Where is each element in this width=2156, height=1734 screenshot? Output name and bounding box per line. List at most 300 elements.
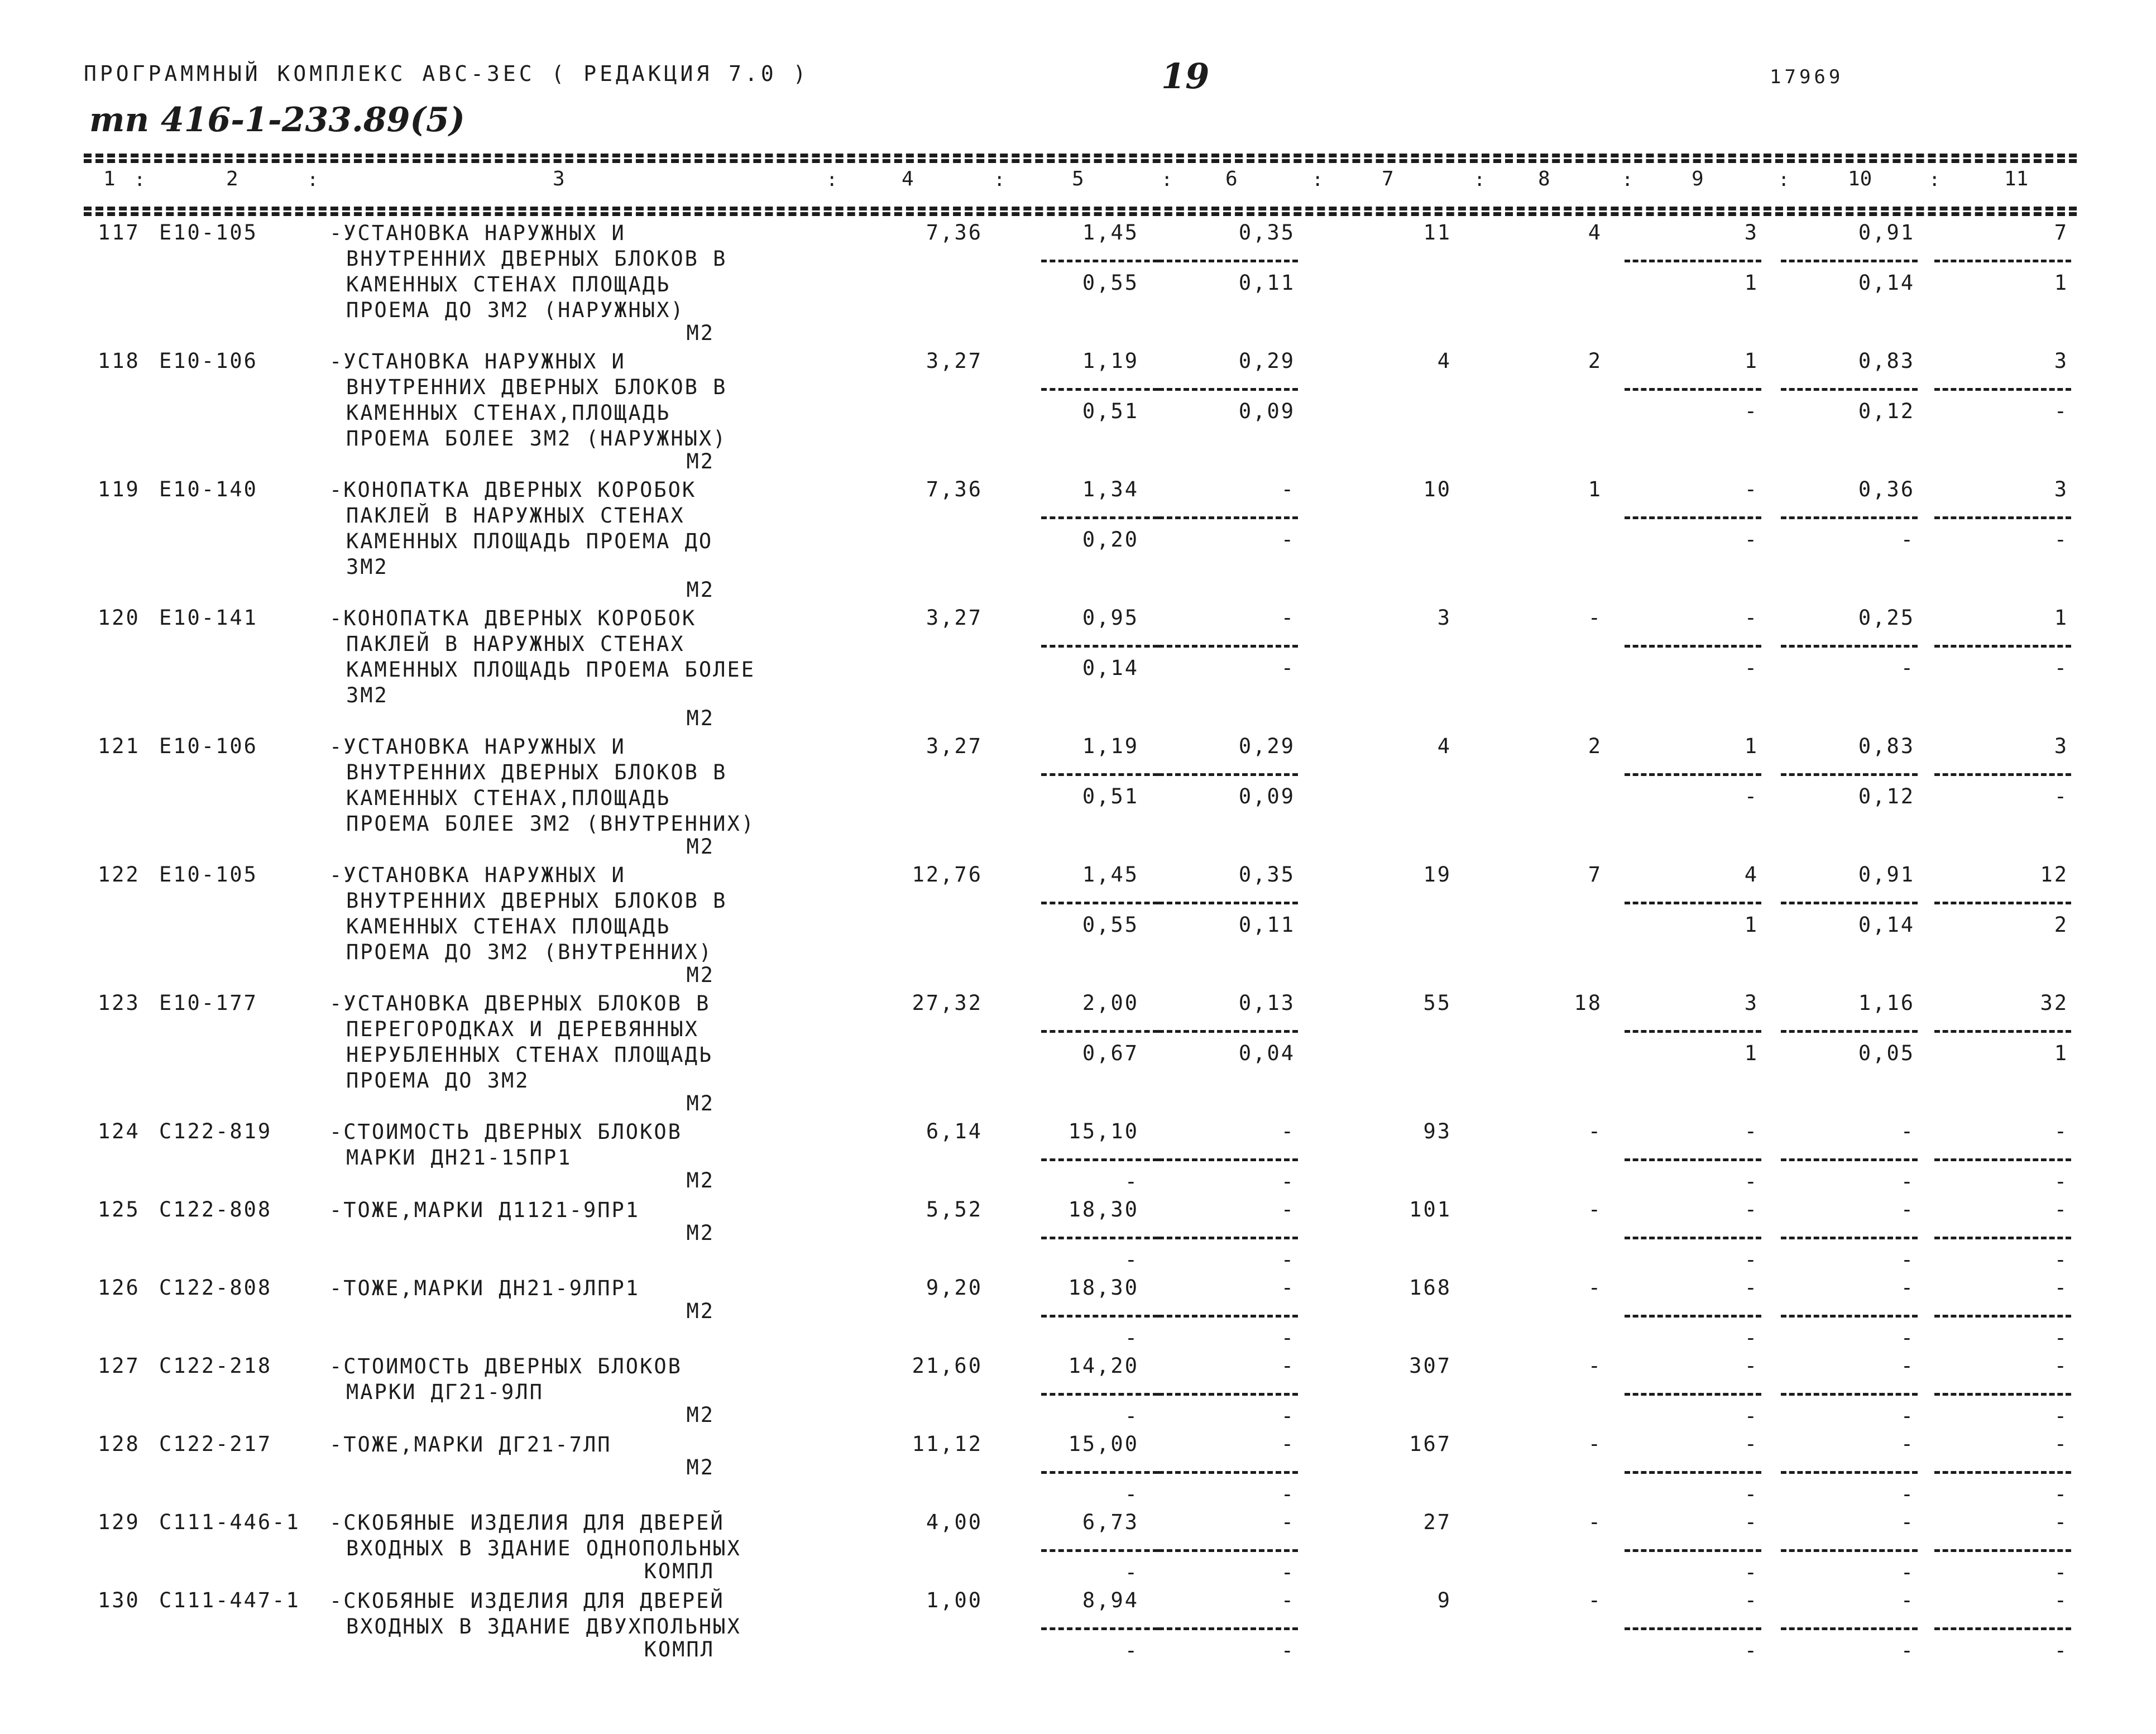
work-description: -СТОИМОСТЬ ДВЕРНЫХ БЛОКОВ [329,1354,682,1378]
norm-code: Е10-105 [159,221,258,245]
fraction-line [1041,1393,1158,1396]
fraction-line [1781,1549,1918,1552]
column-11-second-value: - [2054,1404,2068,1428]
column-11-value: 1 [2054,606,2068,630]
work-description: ВНУТРЕННИХ ДВЕРНЫХ БЛОКОВ В [346,760,727,784]
norm-code: С122-808 [159,1197,272,1222]
column-5-second-value: 0,67 [1082,1041,1139,1065]
column-11-second-value: 1 [2054,1041,2068,1065]
column-6-second-value: - [1281,1170,1295,1194]
work-description: КАМЕННЫХ СТЕНАХ ПЛОЩАДЬ [346,272,671,296]
column-separator: : [1929,169,1941,191]
fraction-line [1781,645,1918,648]
column-4-value: 12,76 [912,863,983,887]
column-6-second-value: 0,11 [1238,271,1295,295]
fraction-line [1625,388,1761,391]
column-11-second-value: 2 [2054,913,2068,937]
column-6-second-value: - [1281,528,1295,552]
column-5-second-value: - [1124,1248,1139,1272]
fraction-line [1625,902,1761,904]
column-6-value: 0,35 [1238,221,1295,245]
fraction-line [1158,1158,1298,1161]
fraction-line [1158,388,1298,391]
fraction-line [1041,902,1158,904]
column-4-value: 7,36 [926,221,983,245]
column-6-value: - [1281,606,1295,630]
row-number: 124 [98,1119,140,1143]
norm-code: Е10-177 [159,991,258,1015]
column-9-second-value: - [1744,1639,1759,1663]
column-8-value: 7 [1588,863,1602,887]
column-11-second-value: - [2054,1482,2068,1506]
work-description: -УСТАНОВКА НАРУЖНЫХ И [329,349,626,373]
column-9-value: - [1744,477,1759,501]
column-6-value: - [1281,1510,1295,1534]
fraction-line [1625,1237,1761,1239]
fraction-line [1934,1237,2071,1239]
column-4-value: 4,00 [926,1510,983,1534]
norm-code: Е10-106 [159,349,258,373]
work-description: -УСТАНОВКА ДВЕРНЫХ БЛОКОВ В [329,991,711,1016]
column-5-value: 1,19 [1082,734,1139,758]
column-6-value: 0,13 [1238,991,1295,1015]
unit-of-measure: КОМПЛ [644,1559,715,1583]
column-5-value: 18,30 [1068,1197,1139,1222]
row-number: 119 [98,477,140,501]
fraction-line [1041,1030,1158,1033]
column-5-value: 1,34 [1082,477,1139,501]
column-6-value: - [1281,1432,1295,1456]
column-8-value: - [1588,1354,1602,1378]
fraction-line [1781,1315,1918,1318]
work-description: -УСТАНОВКА НАРУЖНЫХ И [329,735,626,759]
fraction-line [1934,902,2071,904]
fraction-line [1934,1393,2071,1396]
work-description: -ТОЖЕ,МАРКИ ДН21-9ЛПР1 [329,1276,640,1300]
column-5-value: 1,19 [1082,349,1139,373]
column-11-second-value: - [2054,656,2068,680]
norm-code: Е10-106 [159,734,258,758]
row-number: 126 [98,1276,140,1300]
row-number: 129 [98,1510,140,1534]
fraction-line [1625,645,1761,648]
column-6-second-value: - [1281,1560,1295,1584]
column-8-value: - [1588,606,1602,630]
column-9-value: 1 [1744,349,1759,373]
fraction-line [1625,1030,1761,1033]
column-7-value: 10 [1423,477,1451,501]
column-11-value: - [2054,1588,2068,1612]
unit-of-measure: М2 [686,963,715,987]
column-6-second-value: - [1281,1404,1295,1428]
column-5-second-value: 0,51 [1082,399,1139,423]
column-10-value: 0,36 [1858,477,1915,501]
column-7-value: 27 [1423,1510,1451,1534]
column-6-second-value: 0,09 [1238,784,1295,808]
work-description: 3М2 [346,683,389,707]
column-6-value: - [1281,1119,1295,1143]
work-description: 3М2 [346,555,389,579]
work-description: ПРОЕМА ДО 3М2 [346,1069,530,1093]
column-8-value: - [1588,1197,1602,1222]
column-4-value: 21,60 [912,1354,983,1378]
work-description: КАМЕННЫХ СТЕНАХ ПЛОЩАДЬ [346,914,671,938]
header-rule-bottom-2 [84,212,2077,216]
fraction-line [1934,1030,2071,1033]
column-8-value: 18 [1574,991,1602,1015]
column-5-second-value: - [1124,1560,1139,1584]
unit-of-measure: М2 [686,1221,715,1245]
fraction-line [1041,1471,1158,1474]
column-9-value: 3 [1744,221,1759,245]
fraction-line [1158,1627,1298,1630]
fraction-line [1625,1627,1761,1630]
work-description: ВХОДНЫХ В ЗДАНИЕ ДВУХПОЛЬНЫХ [346,1615,741,1639]
fraction-line [1934,260,2071,262]
column-11-second-value: - [2054,1326,2068,1350]
fraction-line [1625,1471,1761,1474]
column-11-second-value: - [2054,1560,2068,1584]
column-separator: : [1622,169,1633,191]
column-10-value: 0,83 [1858,734,1915,758]
column-4-value: 9,20 [926,1276,983,1300]
fraction-line [1158,902,1298,904]
column-10-value: 0,91 [1858,863,1915,887]
column-5-value: 1,45 [1082,863,1139,887]
column-5-value: 1,45 [1082,221,1139,245]
fraction-line [1934,1158,2071,1161]
fraction-line [1158,645,1298,648]
column-9-value: 4 [1744,863,1759,887]
project-number: тп 416-1-233.89(5) [89,100,465,140]
column-header-3: 3 [553,167,565,190]
fraction-line [1158,1237,1298,1239]
work-description: ПЕРЕГОРОДКАХ И ДЕРЕВЯННЫХ [346,1017,699,1041]
fraction-line [1781,1030,1918,1033]
column-4-value: 6,14 [926,1119,983,1143]
work-description: -УСТАНОВКА НАРУЖНЫХ И [329,863,626,887]
column-6-value: 0,29 [1238,349,1295,373]
column-separator: : [134,169,146,191]
column-4-value: 3,27 [926,734,983,758]
fraction-line [1781,1627,1918,1630]
fraction-line [1625,1393,1761,1396]
unit-of-measure: М2 [686,1403,715,1427]
work-description: -ТОЖЕ,МАРКИ Д1121-9ПР1 [329,1198,640,1222]
work-description: ВХОДНЫХ В ЗДАНИЕ ОДНОПОЛЬНЫХ [346,1536,741,1560]
fraction-line [1041,1237,1158,1239]
column-header-2: 2 [226,167,238,190]
column-9-second-value: 1 [1744,1041,1759,1065]
fraction-line [1781,1393,1918,1396]
column-6-second-value: 0,04 [1238,1041,1295,1065]
row-number: 130 [98,1588,140,1612]
fraction-line [1041,388,1158,391]
unit-of-measure: М2 [686,449,715,473]
column-9-value: 3 [1744,991,1759,1015]
column-10-second-value: 0,05 [1858,1041,1915,1065]
column-8-value: 4 [1588,221,1602,245]
column-11-value: 3 [2054,477,2068,501]
column-9-value: - [1744,1354,1759,1378]
fraction-line [1625,773,1761,776]
work-description: КАМЕННЫХ ПЛОЩАДЬ ПРОЕМА ДО [346,529,713,553]
work-description: -СТОИМОСТЬ ДВЕРНЫХ БЛОКОВ [329,1120,682,1144]
work-description: ПРОЕМА ДО 3М2 (НАРУЖНЫХ) [346,298,685,322]
column-5-second-value: 0,14 [1082,656,1139,680]
work-description: -СКОБЯНЫЕ ИЗДЕЛИЯ ДЛЯ ДВЕРЕЙ [329,1589,725,1613]
column-10-value: 0,83 [1858,349,1915,373]
column-8-value: - [1588,1510,1602,1534]
column-10-value: - [1900,1354,1915,1378]
column-header-10: 10 [1848,167,1872,190]
column-5-second-value: - [1124,1404,1139,1428]
fraction-line [1041,1627,1158,1630]
column-6-value: - [1281,1588,1295,1612]
column-9-value: - [1744,1276,1759,1300]
column-header-9: 9 [1692,167,1704,190]
column-header-5: 5 [1072,167,1084,190]
fraction-line [1781,902,1918,904]
norm-code: С122-217 [159,1432,272,1456]
column-5-value: 15,10 [1068,1119,1139,1143]
work-description: ВНУТРЕННИХ ДВЕРНЫХ БЛОКОВ В [346,889,727,913]
column-11-value: - [2054,1276,2068,1300]
fraction-line [1934,1627,2071,1630]
column-9-second-value: - [1744,1248,1759,1272]
column-9-value: - [1744,1432,1759,1456]
column-6-second-value: 0,11 [1238,913,1295,937]
column-6-value: - [1281,1276,1295,1300]
column-11-second-value: - [2054,528,2068,552]
column-6-second-value: - [1281,656,1295,680]
column-11-value: - [2054,1510,2068,1534]
column-4-value: 11,12 [912,1432,983,1456]
fraction-line [1158,1315,1298,1318]
column-5-value: 8,94 [1082,1588,1139,1612]
column-7-value: 9 [1437,1588,1451,1612]
work-description: -УСТАНОВКА НАРУЖНЫХ И [329,221,626,245]
column-10-second-value: - [1900,1248,1915,1272]
column-separator: : [1778,169,1790,191]
column-10-value: - [1900,1276,1915,1300]
column-header-1: 1 [103,167,116,190]
row-number: 127 [98,1354,140,1378]
column-6-second-value: 0,09 [1238,399,1295,423]
program-header: ПРОГРАММНЫЙ КОМПЛЕКС АВС-3ЕС ( РЕДАКЦИЯ 7.0 ) [84,61,809,86]
column-7-value: 4 [1437,734,1451,758]
column-5-value: 18,30 [1068,1276,1139,1300]
column-11-value: 7 [2054,221,2068,245]
fraction-line [1625,1549,1761,1552]
column-4-value: 1,00 [926,1588,983,1612]
work-description: ВНУТРЕННИХ ДВЕРНЫХ БЛОКОВ В [346,247,727,271]
fraction-line [1934,1549,2071,1552]
column-header-4: 4 [902,167,914,190]
unit-of-measure: М2 [686,1168,715,1192]
column-6-second-value: - [1281,1639,1295,1663]
work-description: МАРКИ ДГ21-9ЛП [346,1380,544,1404]
column-11-value: - [2054,1354,2068,1378]
column-5-second-value: 0,55 [1082,271,1139,295]
fraction-line [1041,516,1158,519]
fraction-line [1158,1471,1298,1474]
column-6-second-value: - [1281,1482,1295,1506]
column-11-second-value: - [2054,399,2068,423]
unit-of-measure: М2 [686,1455,715,1479]
column-10-second-value: 0,14 [1858,913,1915,937]
column-8-value: 2 [1588,734,1602,758]
column-10-second-value: - [1900,528,1915,552]
work-description: ПРОЕМА БОЛЕЕ 3М2 (ВНУТРЕННИХ) [346,812,756,836]
column-10-value: 0,25 [1858,606,1915,630]
column-7-value: 167 [1409,1432,1451,1456]
column-10-value: - [1900,1510,1915,1534]
fraction-line [1041,1315,1158,1318]
norm-code: С111-447-1 [159,1588,300,1612]
column-9-value: - [1744,606,1759,630]
column-9-second-value: - [1744,1482,1759,1506]
column-10-second-value: 0,12 [1858,784,1915,808]
row-number: 128 [98,1432,140,1456]
column-7-value: 19 [1423,863,1451,887]
work-description: -СКОБЯНЫЕ ИЗДЕЛИЯ ДЛЯ ДВЕРЕЙ [329,1511,725,1535]
column-11-value: - [2054,1432,2068,1456]
column-11-second-value: - [2054,1248,2068,1272]
work-description: МАРКИ ДН21-15ПР1 [346,1146,572,1170]
column-4-value: 27,32 [912,991,983,1015]
column-5-second-value: - [1124,1639,1139,1663]
column-5-value: 6,73 [1082,1510,1139,1534]
norm-code: Е10-140 [159,477,258,501]
column-5-value: 2,00 [1082,991,1139,1015]
row-number: 125 [98,1197,140,1222]
column-8-value: - [1588,1432,1602,1456]
column-11-second-value: - [2054,1170,2068,1194]
column-11-second-value: - [2054,784,2068,808]
column-8-value: 2 [1588,349,1602,373]
work-description: НЕРУБЛЕННЫХ СТЕНАХ ПЛОЩАДЬ [346,1043,713,1067]
unit-of-measure: М2 [686,578,715,602]
column-4-value: 3,27 [926,349,983,373]
column-7-value: 11 [1423,221,1451,245]
row-number: 123 [98,991,140,1015]
fraction-line [1158,1549,1298,1552]
column-8-value: - [1588,1276,1602,1300]
column-7-value: 93 [1423,1119,1451,1143]
row-number: 122 [98,863,140,887]
column-5-second-value: 0,20 [1082,528,1139,552]
column-separator: : [994,169,1005,191]
column-9-second-value: 1 [1744,271,1759,295]
fraction-line [1158,1393,1298,1396]
column-5-second-value: 0,51 [1082,784,1139,808]
column-10-second-value: - [1900,1639,1915,1663]
unit-of-measure: М2 [686,321,715,345]
fraction-line [1625,260,1761,262]
fraction-line [1041,645,1158,648]
column-separator: : [307,169,319,191]
column-header-11: 11 [2004,167,2029,190]
column-10-second-value: 0,14 [1858,271,1915,295]
column-10-second-value: 0,12 [1858,399,1915,423]
work-description: -ТОЖЕ,МАРКИ ДГ21-7ЛП [329,1433,612,1457]
norm-code: С111-446-1 [159,1510,300,1534]
norm-code: С122-218 [159,1354,272,1378]
column-5-second-value: - [1124,1326,1139,1350]
column-11-value: - [2054,1119,2068,1143]
fraction-line [1158,773,1298,776]
row-number: 118 [98,349,140,373]
fraction-line [1934,645,2071,648]
header-rule-top-2 [84,159,2077,163]
column-4-value: 5,52 [926,1197,983,1222]
fraction-line [1934,1471,2071,1474]
column-9-second-value: - [1744,528,1759,552]
unit-of-measure: М2 [686,1091,715,1115]
column-10-second-value: - [1900,656,1915,680]
column-7-value: 101 [1409,1197,1451,1222]
column-5-value: 15,00 [1068,1432,1139,1456]
column-9-value: - [1744,1510,1759,1534]
page-number: 19 [1161,56,1210,97]
column-11-value: 12 [2040,863,2068,887]
column-7-value: 55 [1423,991,1451,1015]
column-separator: : [826,169,838,191]
column-6-value: 0,35 [1238,863,1295,887]
row-number: 121 [98,734,140,758]
column-11-value: - [2054,1197,2068,1222]
unit-of-measure: М2 [686,835,715,859]
work-description: КАМЕННЫХ СТЕНАХ,ПЛОЩАДЬ [346,401,671,425]
column-9-second-value: - [1744,1404,1759,1428]
row-number: 120 [98,606,140,630]
fraction-line [1158,260,1298,262]
column-11-second-value: - [2054,1639,2068,1663]
column-10-value: - [1900,1197,1915,1222]
column-10-value: 1,16 [1858,991,1915,1015]
column-9-second-value: - [1744,1326,1759,1350]
column-10-second-value: - [1900,1482,1915,1506]
fraction-line [1625,1158,1761,1161]
unit-of-measure: М2 [686,1299,715,1323]
column-10-second-value: - [1900,1326,1915,1350]
column-6-value: - [1281,1197,1295,1222]
fraction-line [1781,773,1918,776]
column-11-value: 32 [2040,991,2068,1015]
fraction-line [1934,516,2071,519]
column-10-value: 0,91 [1858,221,1915,245]
work-description: ПРОЕМА ДО 3М2 (ВНУТРЕННИХ) [346,940,713,964]
row-number: 117 [98,221,140,245]
norm-code: Е10-105 [159,863,258,887]
column-9-value: - [1744,1588,1759,1612]
work-description: -КОНОПАТКА ДВЕРНЫХ КОРОБОК [329,606,697,630]
column-10-second-value: - [1900,1170,1915,1194]
norm-code: С122-808 [159,1276,272,1300]
column-10-value: - [1900,1119,1915,1143]
column-5-second-value: - [1124,1482,1139,1506]
column-6-value: - [1281,1354,1295,1378]
fraction-line [1781,1158,1918,1161]
fraction-line [1781,260,1918,262]
work-description: ПРОЕМА БОЛЕЕ 3М2 (НАРУЖНЫХ) [346,427,727,451]
column-11-value: 3 [2054,349,2068,373]
document-code: 17969 [1770,66,1844,88]
header-rule-bottom [84,207,2077,210]
column-10-value: - [1900,1432,1915,1456]
norm-code: С122-819 [159,1119,272,1143]
